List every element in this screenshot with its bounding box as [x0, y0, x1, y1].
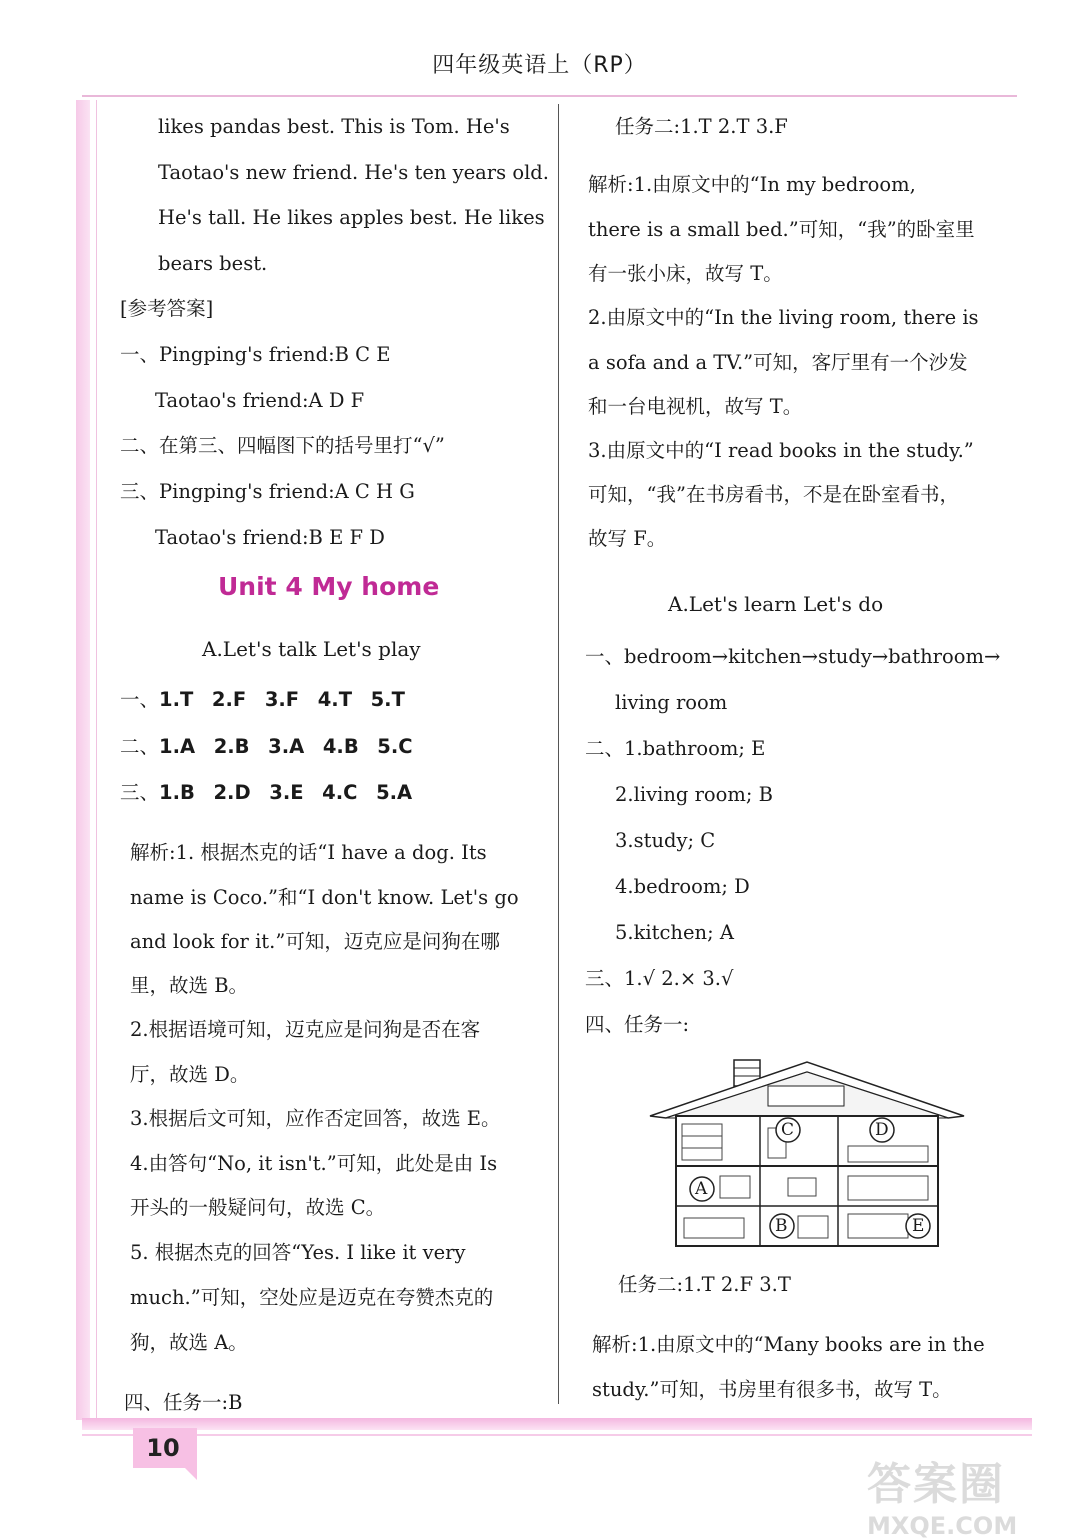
answer-line: 三、1.√ 2.× 3.√: [585, 967, 734, 990]
answer-item: 2.B: [213, 735, 250, 758]
task2-answer: 任务二:1.T 2.F 3.T: [618, 1273, 791, 1296]
answer-line: 2.living room; B: [615, 783, 773, 806]
house-illustration: [648, 1058, 966, 1248]
reference-answer-label: [参考答案]: [120, 297, 214, 320]
house-label-b: B: [775, 1216, 788, 1236]
analysis-line: and look for it.”可知，迈克应是问狗在哪: [130, 930, 500, 953]
analysis-line: 2.由原文中的“In the living room, there is: [588, 306, 979, 329]
analysis-line: much.”可知，空处应是迈克在夸赞杰克的: [130, 1286, 494, 1309]
answer-line: 3.study; C: [615, 829, 716, 852]
answer-item: 3.A: [268, 735, 305, 758]
section-title: A.Let's learn Let's do: [668, 592, 884, 616]
column-divider: [558, 104, 559, 1404]
analysis-line: name is Coco.”和“I don't know. Let's go: [130, 886, 519, 909]
analysis-line: 4.由答句“No, it isn't.”可知，此处是由 Is: [130, 1152, 498, 1175]
footer-band: [82, 1418, 1032, 1430]
left-margin-strip: [76, 100, 90, 1420]
analysis-line: 开头的一般疑问句，故选 C。: [130, 1196, 386, 1219]
task1-answer: 四、任务一:B: [124, 1391, 243, 1414]
analysis-line: 5. 根据杰克的回答“Yes. I like it very: [130, 1241, 466, 1264]
analysis-line: 解析:1. 根据杰克的话“I have a dog. Its: [130, 841, 487, 864]
passage-line: bears best.: [158, 252, 268, 275]
answer-row: [120, 780, 412, 806]
answer-row: [120, 687, 405, 713]
analysis-line: study.”可知，书房里有很多书，故写 T。: [592, 1378, 952, 1401]
unit-title: Unit 4 My home: [218, 572, 440, 601]
answer-item: 4.B: [322, 735, 359, 758]
passage-line: He's tall. He likes apples best. He likes: [158, 206, 545, 229]
passage-line: Taotao's new friend. He's ten years old.: [158, 161, 549, 184]
analysis-line: 狗，故选 A。: [130, 1331, 248, 1354]
header-divider: [82, 95, 1017, 97]
page-number-tab: [133, 1428, 203, 1480]
watermark: [867, 1448, 1067, 1540]
house-label-d: D: [875, 1120, 889, 1140]
house-label-c: C: [781, 1120, 795, 1140]
footer-line: [82, 1434, 1032, 1436]
answer-line: living room: [615, 691, 728, 714]
answer-item: 5.A: [376, 781, 413, 804]
answer-line: 4.bedroom; D: [615, 875, 750, 898]
analysis-line: there is a small bed.”可知，“我”的卧室里: [588, 218, 975, 241]
answer-line: Taotao's friend:A D F: [155, 389, 365, 412]
row-prefix: 一、: [120, 688, 160, 711]
analysis-line: 解析:1.由原文中的“In my bedroom,: [588, 173, 916, 196]
house-label-a: A: [695, 1179, 708, 1199]
answer-line: 二、在第三、四幅图下的括号里打“√”: [120, 434, 445, 457]
answer-item: 1.A: [159, 735, 196, 758]
left-margin-line: [96, 100, 97, 1420]
row-prefix: 三、: [120, 781, 160, 804]
answer-item: 4.T: [317, 688, 352, 711]
answer-item: 1.B: [159, 781, 195, 804]
answer-row: [120, 734, 413, 760]
answer-item: 4.C: [322, 781, 358, 804]
answer-item: 3.F: [264, 688, 300, 711]
passage-line: likes pandas best. This is Tom. He's: [158, 115, 510, 138]
analysis-line: 里，故选 B。: [130, 974, 249, 997]
answer-line: 三、Pingping's friend:A C H G: [120, 480, 415, 503]
answer-line: Taotao's friend:B E F D: [155, 526, 385, 549]
watermark-url: MXQE.COM: [867, 1512, 1018, 1540]
analysis-line: 3.根据后文可知，应作否定回答，故选 E。: [130, 1107, 501, 1130]
page-header: 四年级英语上（RP）: [432, 53, 647, 78]
answer-item: 2.F: [211, 688, 247, 711]
analysis-line: 和一台电视机，故写 T。: [588, 395, 803, 418]
answer-line: 一、bedroom→kitchen→study→bathroom→: [585, 645, 1001, 668]
answer-line: 二、1.bathroom; E: [585, 737, 766, 760]
analysis-line: 解析:1.由原文中的“Many books are in the: [592, 1333, 985, 1356]
answer-item: 5.T: [370, 688, 405, 711]
answer-line: 5.kitchen; A: [615, 921, 734, 944]
analysis-line: 有一张小床，故写 T。: [588, 262, 783, 285]
analysis-line: 可知，“我”在书房看书，不是在卧室看书，: [588, 483, 959, 506]
analysis-line: 厅，故选 D。: [130, 1063, 250, 1086]
answer-item: 5.C: [377, 735, 413, 758]
house-label-e: E: [912, 1216, 925, 1236]
section-title: A.Let's talk Let's play: [202, 637, 421, 661]
analysis-line: 故写 F。: [588, 527, 667, 550]
answer-item: 1.T: [159, 688, 194, 711]
row-prefix: 二、: [120, 735, 160, 758]
page-number: 10: [146, 1434, 180, 1462]
analysis-line: a sofa and a TV.”可知，客厅里有一个沙发: [588, 351, 968, 374]
analysis-line: 2.根据语境可知，迈克应是问狗是否在客: [130, 1018, 481, 1041]
watermark-logo: 答案圈: [867, 1459, 1005, 1510]
answer-line: 四、任务一:: [585, 1013, 690, 1036]
answer-item: 2.D: [213, 781, 251, 804]
analysis-line: 3.由原文中的“I read books in the study.”: [588, 439, 974, 462]
task2-answer: 任务二:1.T 2.T 3.F: [615, 115, 788, 138]
answer-line: 一、Pingping's friend:B C E: [120, 343, 391, 366]
answer-item: 3.E: [269, 781, 304, 804]
